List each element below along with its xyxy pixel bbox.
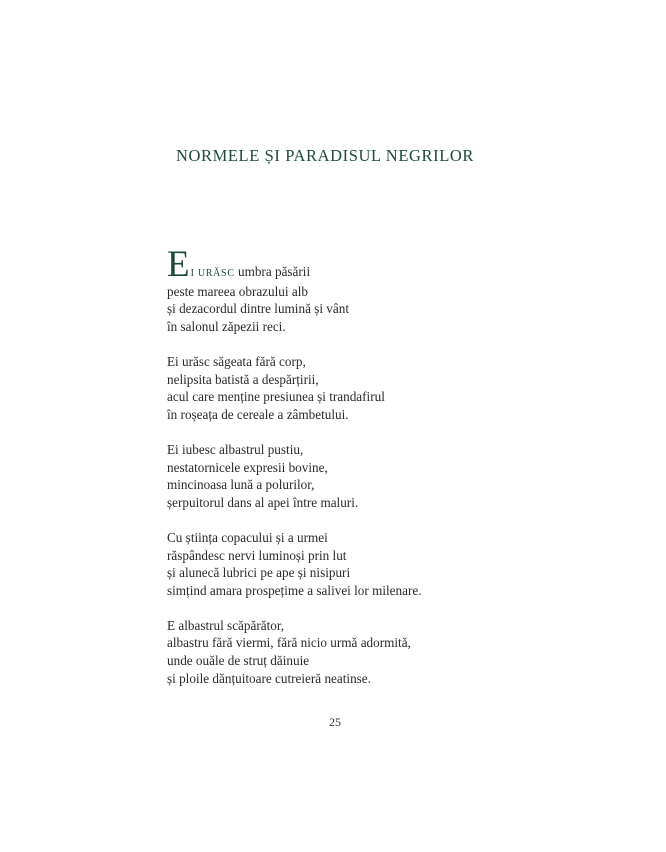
poem-line: în roșeața de cereale a zâmbetului. — [167, 406, 349, 422]
poem-body — [167, 244, 422, 705]
stanza — [167, 617, 422, 687]
poem-line: Ei iubesc albastrul pustiu, — [167, 441, 304, 457]
poem-line: nelipsita batistă a despărțirii, — [167, 371, 319, 387]
poem-line: albastru fără viermi, fără nicio urmă adormită, — [167, 635, 411, 651]
stanza — [167, 529, 422, 599]
poem-line: în salonul zăpezii reci. — [167, 318, 286, 334]
poem-line: și dezacordul dintre lumină și vânt — [167, 301, 350, 317]
poem-line: și alunecă lubrici pe ape și nisipuri — [167, 565, 351, 581]
page-number — [0, 715, 666, 730]
page-number-text: 25 — [329, 715, 341, 729]
line-text: umbra păsării — [234, 264, 311, 279]
poem-line: și ploile dănțuitoare cutreieră neatinse. — [167, 670, 371, 686]
small-caps-lead: I URĂSC — [190, 268, 235, 279]
stanza — [167, 244, 422, 335]
poem-line: mincinoasa lună a polurilor, — [167, 477, 315, 493]
poem-line: simțind amara prospețime a salivei lor milenare. — [167, 582, 422, 598]
drop-cap: E — [167, 244, 190, 285]
poem-line: Ei urăsc săgeata fără corp, — [167, 353, 306, 369]
poem-title-text: NORMELE ȘI PARADISUL NEGRILOR — [175, 146, 475, 165]
poem-title — [0, 146, 666, 166]
poem-line: E albastrul scăpărător, — [167, 617, 285, 633]
stanza — [167, 441, 422, 511]
poem-line — [167, 244, 422, 285]
poem-line: acul care menține presiunea și trandafirul — [167, 389, 385, 405]
poem-line: Cu știința copacului și a urmei — [167, 529, 328, 545]
poem-line: peste mareea obrazului alb — [167, 283, 308, 299]
poem-line: șerpuitorul dans al apei între maluri. — [167, 494, 359, 510]
poem-line: unde ouăle de struț dăinuie — [167, 653, 310, 669]
stanza — [167, 353, 422, 423]
poem-line: nestatornicele expresii bovine, — [167, 459, 328, 475]
poem-line: răspândesc nervi luminoși prin lut — [167, 547, 347, 563]
